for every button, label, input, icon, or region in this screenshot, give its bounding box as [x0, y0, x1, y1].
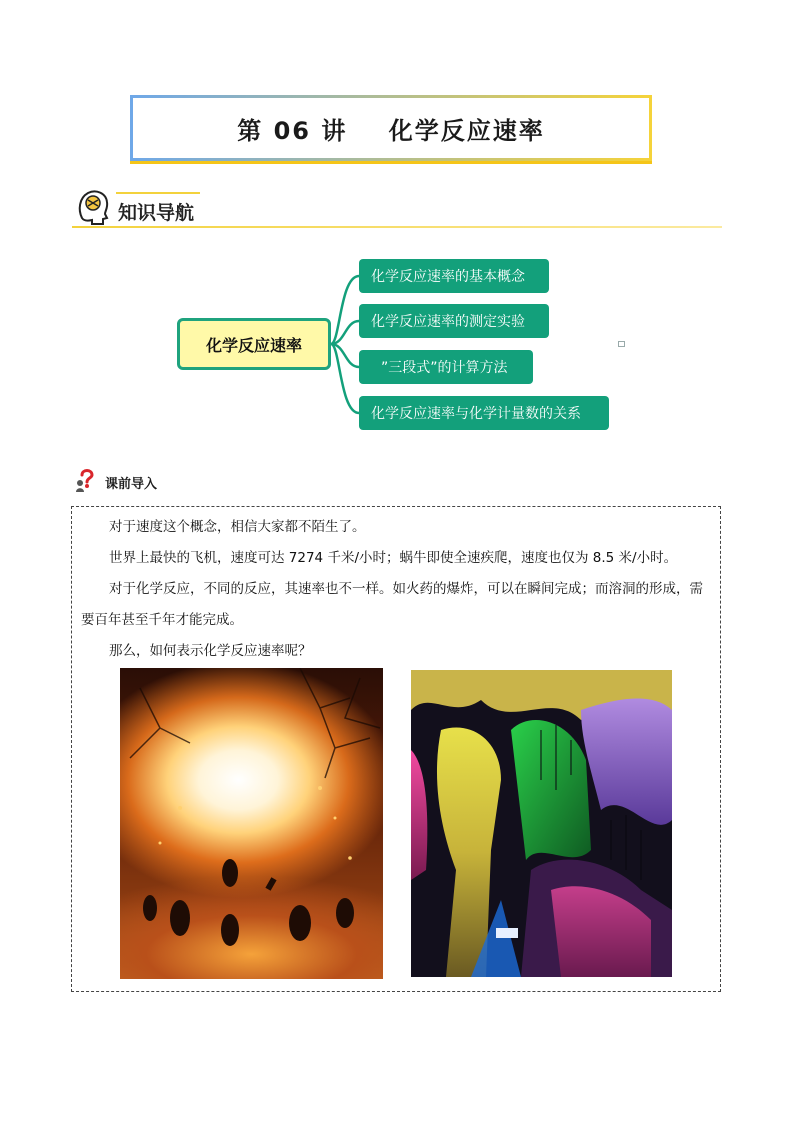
header-underline — [72, 226, 722, 228]
mind-map-root: 化学反应速率 — [177, 318, 331, 370]
lecture-title-box — [130, 95, 652, 161]
karst-cave-photo — [411, 670, 672, 977]
mind-map-branch-stoichiometry: 化学反应速率与化学计量数的关系 — [359, 396, 609, 430]
intro-paragraph-2: 世界上最快的飞机，速度可达 7274 千米/小时；蜗牛即使全速疾爬，速度也仅为 8.5 米/小时。 — [109, 550, 678, 566]
question-mark-person-icon — [75, 466, 97, 492]
thinking-head-icon — [76, 188, 110, 226]
knowledge-nav-header — [72, 188, 722, 228]
mind-map-branch-three-stage: ”三段式”的计算方法 — [359, 350, 533, 384]
intro-paragraph-3: 对于化学反应，不同的反应，其速率也不一样。如火药的爆炸，可以在瞬间完成；而溶洞的形成，需要百年甚至千年才能完成。 — [81, 581, 703, 628]
intro-paragraph-4: 那么，如何表示化学反应速率呢？ — [109, 643, 312, 659]
mind-map-branch-measurement: 化学反应速率的测定实验 — [359, 304, 549, 338]
knowledge-nav-title: 知识导航 — [118, 202, 195, 224]
anchor-mark — [618, 341, 625, 347]
intro-paragraph-1: 对于速度这个概念，相信大家都不陌生了。 — [109, 519, 366, 535]
lecture-title: 第 06 讲 化学反应速率 — [237, 116, 545, 145]
header-accent-line — [116, 192, 200, 194]
mind-map-branch-basic-concept: 化学反应速率的基本概念 — [359, 259, 549, 293]
gunpowder-explosion-photo — [120, 668, 383, 979]
intro-title: 课前导入 — [105, 477, 158, 492]
